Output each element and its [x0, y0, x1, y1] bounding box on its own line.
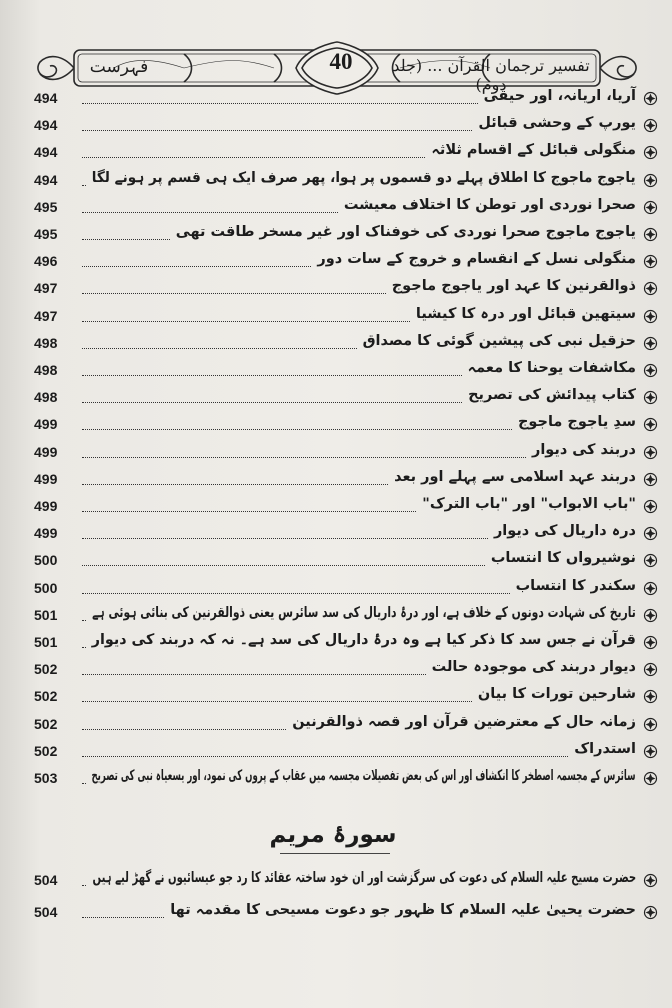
dotted-leader	[82, 885, 86, 886]
dotted-leader	[82, 484, 388, 485]
dotted-leader	[82, 674, 426, 675]
star-bullet-icon	[643, 472, 658, 487]
toc-entry-title: دربند عہد اسلامی سے پہلے اور بعد	[394, 468, 636, 485]
toc-page-number: 498	[34, 362, 58, 378]
toc-entry-title: حضرت مسیح علیہ السلام کی دعوت کی سرگزشت اور ان خود ساختہ عقائد کا رد جو عیسائیوں نے گھڑ لیے ہیں	[92, 870, 636, 886]
star-bullet-icon	[643, 717, 658, 732]
star-bullet-icon	[643, 254, 658, 269]
toc-entry-title: کتاب پیدائش کی تصریح	[468, 387, 636, 404]
toc-entry-title: تاریخ کی شہادت دونوں کے خلاف ہے، اور درۂ داریال کی سد سائرس یعنی ذوالقرنین کی بنائی ہوئی ہے	[92, 604, 636, 621]
toc-entry-title: منگولی نسل کے انقسام و خروج کے سات دور	[317, 251, 636, 268]
star-bullet-icon	[643, 91, 658, 106]
star-bullet-icon	[643, 553, 658, 568]
dotted-leader	[82, 620, 86, 621]
toc-entry-title: استدراک	[574, 740, 636, 757]
toc-page-number: 498	[34, 334, 58, 351]
toc-entry	[34, 868, 658, 894]
star-bullet-icon	[643, 200, 658, 215]
toc-page-number: 502	[34, 715, 58, 732]
toc-entry-title: یاجوج ماجوج کا اطلاق پہلے دو قسموں پر ہوا، پھر صرف ایک ہی قسم پر ہونے لگا	[92, 169, 636, 186]
toc-page-number: 499	[34, 416, 58, 433]
dotted-leader	[82, 239, 170, 240]
toc-page-number: 501	[34, 634, 58, 650]
dotted-leader	[82, 729, 286, 730]
dotted-leader	[82, 348, 357, 349]
toc-entry	[34, 385, 658, 411]
toc-page-number: 500	[34, 579, 58, 596]
toc-entry-title: یاجوج ماجوج صحرا نوردی کی خوفناک اور غیر مسخر طاقت تھی	[175, 224, 636, 240]
toc-entry-title: دربند کی دیوار	[531, 441, 636, 458]
toc-entry-title: شارحین تورات کا بیان	[477, 686, 636, 703]
toc-entry-title: درہ داریال کی دیوار	[493, 523, 636, 540]
toc-page-number: 494	[34, 90, 58, 106]
star-bullet-icon	[643, 499, 658, 514]
toc-entry	[34, 140, 658, 166]
star-bullet-icon	[643, 363, 658, 378]
star-bullet-icon	[643, 145, 658, 160]
toc-entry	[34, 548, 658, 574]
toc-page-number: 499	[34, 498, 58, 514]
toc-entry-title: سکندر کا انتساب	[515, 577, 636, 594]
toc-entry	[34, 331, 658, 357]
toc-entry	[34, 168, 658, 194]
toc-entry	[34, 358, 658, 384]
dotted-leader	[82, 538, 488, 539]
toc-entry	[34, 222, 658, 248]
header-page-number: 40	[329, 49, 353, 74]
dotted-leader	[82, 293, 386, 294]
dotted-leader	[82, 157, 425, 158]
toc-page-number: 502	[34, 688, 58, 705]
toc-entry	[34, 195, 658, 221]
toc-entry-title: ذوالقرنین کا عہد اور یاجوج ماجوج	[391, 278, 636, 295]
toc-entry	[34, 276, 658, 302]
dotted-leader	[82, 647, 86, 648]
star-bullet-icon	[643, 744, 658, 759]
star-bullet-icon	[643, 689, 658, 704]
star-bullet-icon	[643, 390, 658, 405]
toc-page-number: 494	[34, 144, 58, 161]
toc-entry	[34, 576, 658, 602]
toc-entry-title: "باب الابواب" اور "باب الترک"	[422, 496, 636, 512]
dotted-leader	[82, 429, 512, 430]
dotted-leader	[82, 511, 416, 512]
toc-entry-title: آریا، اریانہ، اور حیقی	[483, 88, 636, 104]
toc-entry-title: سدِ یاجوج ماجوج	[517, 414, 636, 431]
dotted-leader	[82, 593, 510, 594]
dotted-leader	[82, 375, 462, 376]
toc-page-number: 497	[34, 307, 58, 324]
toc-page-number: 502	[34, 661, 58, 678]
toc-page-number: 502	[34, 742, 58, 759]
dotted-leader	[82, 321, 410, 322]
dotted-leader	[82, 212, 338, 213]
dotted-leader	[82, 185, 86, 186]
toc-entry-title: یورپ کے وحشی قبائل	[478, 115, 636, 132]
star-bullet-icon	[643, 118, 658, 133]
toc-page-number: 495	[34, 198, 58, 215]
dotted-leader	[82, 565, 485, 566]
toc-entry-title: صحرا نوردی اور توطن کا اختلاف معیشت	[343, 196, 636, 213]
toc-entry	[34, 712, 658, 738]
toc-entry	[34, 739, 658, 765]
toc-page-number: 494	[34, 171, 58, 188]
toc-page-number: 497	[34, 280, 58, 297]
toc-entry	[34, 440, 658, 466]
toc-entry-title: منگولی قبائل کے اقسام ثلاثہ	[431, 142, 636, 159]
dotted-leader	[82, 756, 568, 757]
star-bullet-icon	[643, 873, 658, 888]
dotted-leader	[82, 917, 164, 918]
dotted-leader	[82, 402, 462, 403]
header-book-title: تفسیر ترجمان القرآن ... (جلد دوم)	[392, 56, 590, 94]
star-bullet-icon	[643, 417, 658, 432]
star-bullet-icon	[643, 281, 658, 296]
star-bullet-icon	[643, 608, 658, 623]
toc-entry-title: حزقیل نبی کی پیشین گوئی کا مصداق	[362, 332, 636, 349]
star-bullet-icon	[643, 771, 658, 786]
star-bullet-icon	[643, 526, 658, 541]
star-bullet-icon	[643, 445, 658, 460]
toc-entry	[34, 766, 658, 792]
section-heading: سورۂ مریم	[269, 822, 397, 848]
dotted-leader	[82, 266, 311, 267]
star-bullet-icon	[643, 227, 658, 242]
toc-page-number: 494	[34, 117, 58, 134]
toc-entry-title: سائرس کے مجسمہ اصطخر کا انکشاف اور اس کی بعض تفصیلات مجسمہ میں عقاب کے پروں کی نمود، اور یسعیاہ نبی کی تصریح	[91, 768, 636, 784]
toc-page-number: 499	[34, 470, 58, 487]
toc-entry-title: نوشیرواں کا انتساب	[490, 550, 636, 567]
toc-entry-title: زمانہ حال کے معترضین قرآن اور قصہ ذوالقرنین	[292, 713, 636, 730]
toc-page-number: 500	[34, 552, 58, 569]
star-bullet-icon	[643, 581, 658, 596]
toc-entry	[34, 412, 658, 438]
star-bullet-icon	[643, 662, 658, 677]
dotted-leader	[82, 103, 478, 104]
star-bullet-icon	[643, 309, 658, 324]
section-heading-underline	[280, 853, 390, 854]
star-bullet-icon	[643, 905, 658, 920]
toc-entry	[34, 494, 658, 520]
toc-entry-title: مکاشفات یوحنا کا معمہ	[467, 360, 636, 376]
toc-page-number: 498	[34, 389, 58, 406]
header-section-title: فہرست	[89, 57, 149, 77]
toc-entry	[34, 603, 658, 629]
toc-page-number: 503	[34, 770, 58, 786]
dotted-leader	[82, 701, 472, 702]
star-bullet-icon	[643, 635, 658, 650]
dotted-leader	[82, 457, 526, 458]
star-bullet-icon	[643, 173, 658, 188]
toc-entry	[34, 304, 658, 330]
toc-page-number: 504	[34, 904, 58, 920]
toc-page-number: 499	[34, 525, 58, 542]
toc-entry	[34, 86, 658, 112]
toc-entry	[34, 521, 658, 547]
toc-entry	[34, 900, 658, 926]
toc-page-number: 504	[34, 872, 58, 888]
toc-entry	[34, 113, 658, 139]
toc-page-number: 496	[34, 253, 58, 270]
dotted-leader	[82, 783, 86, 784]
dotted-leader	[82, 130, 472, 131]
toc-entry-title: قرآن نے جس سد کا ذکر کیا ہے وہ درۂ داریال کی سد ہے۔ نہ کہ دربند کی دیوار	[91, 632, 636, 648]
toc-page-number: 499	[34, 443, 58, 460]
toc-entry	[34, 249, 658, 275]
toc-entry	[34, 630, 658, 656]
toc-page-number: 495	[34, 226, 58, 242]
toc-entry	[34, 684, 658, 710]
toc-page-number: 501	[34, 606, 58, 623]
toc-entry	[34, 467, 658, 493]
toc-entry-title: دیوار دربند کی موجودہ حالت	[431, 659, 636, 676]
star-bullet-icon	[643, 336, 658, 351]
toc-entry-title: سیتھین قبائل اور درہ کا کیشیا	[415, 305, 636, 322]
toc-entry-title: حضرت یحییٰ علیہ السلام کا ظہور جو دعوت مسیحی کا مقدمہ تھا	[170, 902, 636, 918]
toc-entry	[34, 657, 658, 683]
